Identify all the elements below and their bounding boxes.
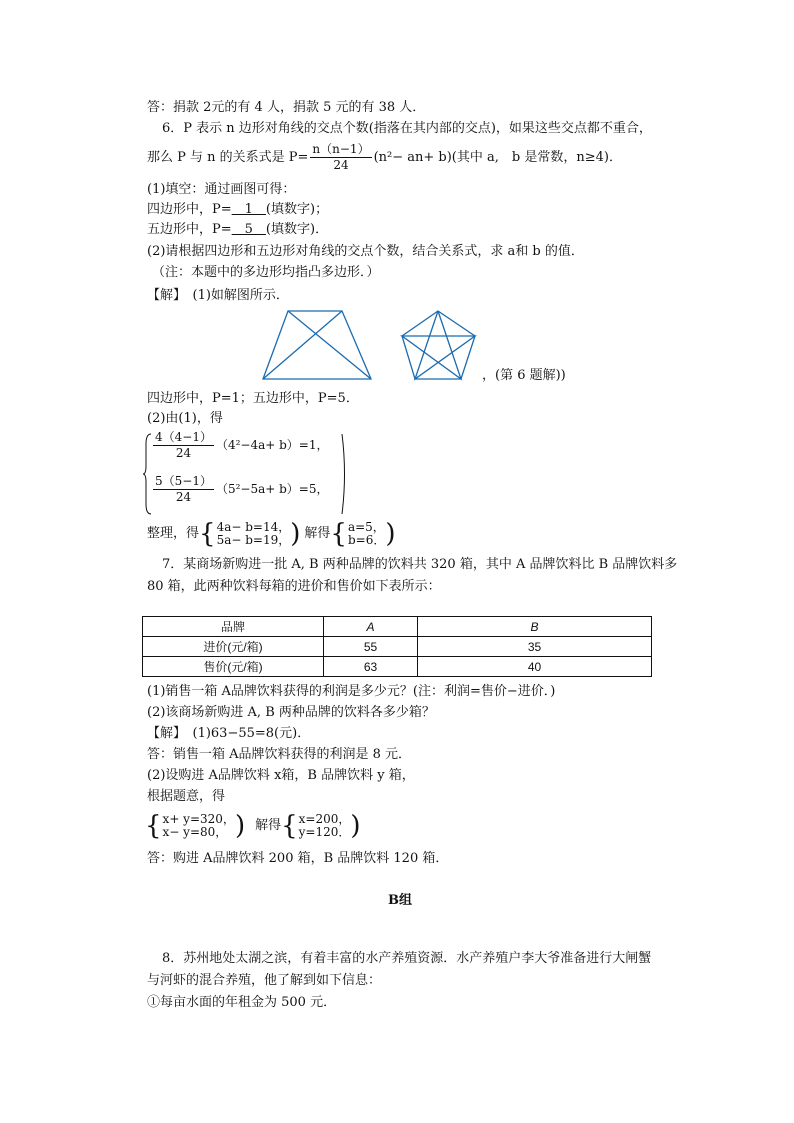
eq2-tail: （5²−5a+ b）=5，: [215, 482, 329, 496]
q7-text-line1: 7．某商场新购进一批 A, B 两种品牌的饮料共 320 箱，其中 A 品牌饮料比 B 品牌饮料多: [162, 557, 678, 572]
q7-text-line2: 80 箱，此两种饮料每箱的进价和售价如下表所示：: [147, 579, 441, 594]
solve-label-2: 解得: [255, 818, 282, 833]
penta-tail: (填数字)．: [265, 222, 329, 237]
table-header-cell: B: [418, 617, 652, 637]
polygon-note: （注：本题中的多边形均指凸多边形．）: [152, 265, 380, 280]
q7-step2: (2)设购进 A品牌饮料 x箱，B 品牌饮料 y 箱，: [147, 768, 415, 783]
q6-fraction: [310, 142, 371, 173]
q8-text-line1: 8．苏州地处太湖之滨，有着丰富的水产养殖资源．水产养殖户李大爷准备进行大闸蟹: [162, 951, 652, 966]
q6-formula-lead: 那么 P 与 n 的关系式是 P=: [147, 150, 309, 165]
table-header-cell: 品牌: [143, 617, 324, 637]
tidy-line: 整理，得{ 4a− b=14， 5a− b=19， ) 解得{ a=5， b=6． ): [147, 518, 396, 549]
quad-tail: (填数字)；: [265, 202, 329, 217]
q6-fraction-numerator: n（n−1）: [312, 142, 370, 156]
table-cell: 35: [418, 637, 652, 657]
quad-line: [147, 201, 328, 219]
quadrilateral-outline: [263, 311, 371, 379]
table-cell: 进价(元/箱): [143, 637, 324, 657]
system-equations-block: [143, 430, 353, 516]
eq1-numerator: 4（4−1）: [155, 430, 212, 444]
q6-part2: (2)请根据四边形和五边形对角线的交点个数，结合关系式，求 a和 b 的值．: [147, 244, 584, 259]
penta-label: 五边形中，P=: [147, 222, 232, 237]
sys-eq1: x+ y=320，: [162, 811, 235, 826]
table-header-cell: A: [324, 617, 418, 637]
q8-text-line2: 与河虾的混合养殖，他了解到如下信息：: [147, 973, 382, 988]
q6-step2: (2)由(1)，得: [147, 411, 223, 426]
q6-text-line1: 6．P 表示 n 边形对角线的交点个数(指落在其内部的交点)，如果这些交点都不重合，: [162, 121, 652, 136]
tidy-eq2: 5a− b=19，: [216, 532, 291, 547]
q6-formula-tail: (n²− an+ b)(其中 a, b 是常数，n≥4)．: [373, 150, 622, 165]
sys-eq2: x− y=80，: [162, 824, 228, 839]
penta-line: [147, 221, 328, 239]
solution-a: a=5，: [347, 519, 385, 534]
eq1-denominator: 24: [175, 446, 192, 460]
table-cell: 售价(元/箱): [143, 657, 324, 677]
sys-sol-x: x=200，: [298, 811, 351, 826]
quad-answer: 1: [231, 202, 266, 217]
group-b-heading: B组: [388, 893, 412, 908]
q6-result: 四边形中，P=1；五边形中，P=5．: [147, 391, 359, 406]
q7-system-line: { x+ y=320， x− y=80， ) 解得{ x=200， y=120． ): [145, 810, 361, 841]
table-cell: 40: [418, 657, 652, 677]
solution-b: b=6．: [347, 532, 386, 547]
equation-1: [151, 430, 329, 461]
q7-part1: (1)销售一箱 A品牌饮料获得的利润是多少元？(注：利润=售价−进价．): [147, 684, 556, 699]
answer-q5: 答：捐款 2元的有 4 人，捐款 5 元的有 38 人．: [147, 100, 426, 115]
q7-answer2: 答：购进 A品牌饮料 200 箱，B 品牌饮料 120 箱．: [147, 851, 449, 866]
q6-fraction-denominator: 24: [333, 158, 349, 172]
q7-solution-head: 【解】 (1)63−55=8(元)．: [147, 726, 311, 741]
q8-text-line3: ①每亩水面的年租金为 500 元．: [147, 995, 337, 1010]
q7-step3: 根据题意，得: [147, 789, 226, 804]
solve-label: 解得: [304, 526, 331, 541]
q7-part2: (2)该商场新购进 A, B 两种品牌的饮料各多少箱？: [147, 705, 435, 720]
eq2-numerator: 5（5−1）: [155, 474, 212, 488]
table-header-row: [143, 617, 652, 637]
table-cell: 55: [324, 637, 418, 657]
quadrilateral-figure: [260, 308, 374, 384]
equation-2: [151, 474, 329, 505]
pentagon-figure: [400, 308, 480, 384]
figure-caption: ，(第 6 题解)): [482, 368, 566, 383]
pentagon-outline: [402, 311, 475, 379]
penta-answer: 5: [231, 222, 266, 237]
tidy-label: 整理，得: [147, 526, 200, 541]
eq1-tail: （4²−4a+ b）=1，: [215, 438, 329, 452]
fill-heading: (1)填空：通过画图可得：: [147, 182, 296, 197]
quad-label: 四边形中，P=: [147, 202, 232, 217]
eq2-denominator: 24: [175, 490, 192, 504]
q6-text-line2: [147, 142, 622, 174]
q6-solution-head: 【解】 (1)如解图所示．: [147, 288, 289, 303]
right-paren: [341, 432, 349, 516]
tidy-eq1: 4a− b=14，: [216, 519, 291, 534]
table-row: [143, 637, 652, 657]
q7-answer1: 答：销售一箱 A品牌饮料获得的利润是 8 元．: [147, 747, 412, 762]
table-cell: 63: [324, 657, 418, 677]
price-table: [142, 616, 652, 677]
sys-sol-y: y=120．: [298, 824, 351, 839]
table-row: [143, 657, 652, 677]
